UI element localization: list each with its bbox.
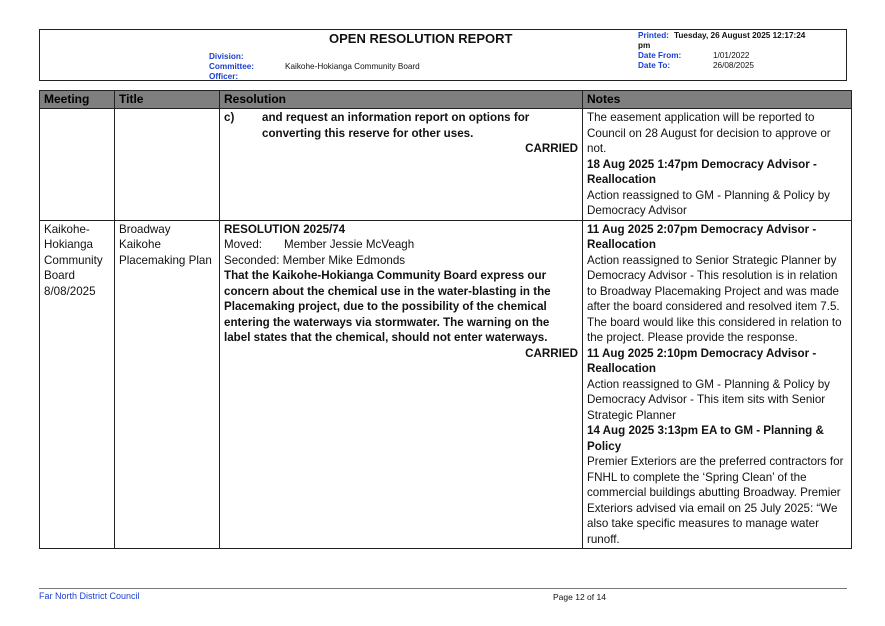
- carried-label: CARRIED: [525, 142, 578, 155]
- officer-label: Officer:: [209, 72, 239, 81]
- resolution-cell: [220, 109, 583, 221]
- col-notes: Notes: [583, 91, 852, 109]
- title-line: Placemaking Plan: [119, 253, 212, 267]
- footer-org: Far North District Council: [39, 591, 140, 601]
- note-entry: Action reassigned to GM - Planning & Policy by Democracy Advisor: [587, 188, 830, 217]
- date-to-value: 26/08/2025: [713, 61, 754, 70]
- note-heading: 14 Aug 2025 3:13pm EA to GM - Planning & Policy: [587, 424, 824, 453]
- meeting-line: Community: [44, 253, 103, 267]
- title-cell: [115, 220, 220, 549]
- resolution-cell: [220, 220, 583, 549]
- title-line: Kaikohe: [119, 238, 161, 251]
- printed-suffix: pm: [638, 41, 651, 50]
- committee-value: Kaikohe-Hokianga Community Board: [285, 62, 420, 71]
- report-title: OPEN RESOLUTION REPORT: [329, 31, 513, 46]
- meeting-line: Kaikohe-: [44, 222, 90, 236]
- division-label: Division:: [209, 52, 244, 61]
- meeting-line: Board: [44, 269, 75, 282]
- printed-label: Printed:: [638, 31, 669, 40]
- clause-letter: c): [224, 111, 235, 124]
- moved-line: [224, 237, 578, 253]
- carried-label: CARRIED: [525, 346, 578, 360]
- resolution-text: That the Kaikohe-Hokianga Community Board express our concern about the chemical use in the water-blasting in the Placemaking project, due to the possibility of the chemical entering the waterways via stormwater. The warning on the label states that the chemical, should not enter waterways.: [224, 269, 551, 344]
- resolution-number: RESOLUTION 2025/74: [224, 222, 346, 236]
- meeting-cell: [40, 220, 115, 549]
- meeting-cell: [40, 109, 115, 221]
- resolution-clause: [224, 110, 578, 141]
- footer-divider: [39, 588, 847, 589]
- meeting-date: 8/08/2025: [44, 284, 96, 298]
- title-cell: [115, 109, 220, 221]
- col-resolution: Resolution: [220, 91, 583, 109]
- note-heading: 11 Aug 2025 2:07pm Democracy Advisor - Reallocation: [587, 222, 817, 251]
- meeting-line: Hokianga: [44, 238, 93, 251]
- committee-label: Committee:: [209, 62, 255, 71]
- report-header: [39, 29, 847, 81]
- table-row: [40, 109, 852, 221]
- printed-value: Tuesday, 26 August 2025 12:17:24: [674, 31, 806, 40]
- resolution-table: [39, 90, 852, 549]
- col-title: Title: [115, 91, 220, 109]
- seconded-line: Seconded: Member Mike Edmonds: [224, 253, 406, 267]
- page-number: Page 12 of 14: [553, 592, 606, 602]
- note-heading: 18 Aug 2025 1:47pm Democracy Advisor - Reallocation: [587, 157, 817, 186]
- date-from-label: Date From:: [638, 51, 682, 60]
- table-row: [40, 220, 852, 549]
- date-from-value: 1/01/2022: [713, 51, 750, 60]
- note-entry: Action reassigned to Senior Strategic Planner by Democracy Advisor - This resolution is in relation to Broadway Placemaking Project and was made after the board considered and resolved item 7.5. The board would like this considered in relation to the project. Please provide the response.: [587, 253, 842, 344]
- moved-value: Member Jessie McVeagh: [284, 238, 415, 251]
- title-line: Broadway: [119, 222, 171, 236]
- note-entry: Premier Exteriors are the preferred contractors for FNHL to complete the ‘Spring Clean’ of the commercial buildings abutting Broadway. Premier Exteriors advised via email on 25 July 2025: “We also take specific measures to manage water runoff.: [587, 455, 844, 546]
- col-meeting: Meeting: [40, 91, 115, 109]
- notes-cell: [583, 109, 852, 221]
- notes-cell: [583, 220, 852, 549]
- note-entry: The easement application will be reported to Council on 28 August for decision to approve or not.: [587, 111, 831, 155]
- clause-text: and request an information report on options for converting this reserve for other uses.: [262, 111, 530, 140]
- date-to-label: Date To:: [638, 61, 671, 70]
- note-heading: 11 Aug 2025 2:10pm Democracy Advisor - Reallocation: [587, 346, 817, 375]
- note-entry: Action reassigned to GM - Planning & Policy by Democracy Advisor - This item sits with Senior Strategic Planner: [587, 377, 830, 422]
- moved-label: Moved:: [224, 238, 263, 251]
- table-header-row: [40, 91, 852, 109]
